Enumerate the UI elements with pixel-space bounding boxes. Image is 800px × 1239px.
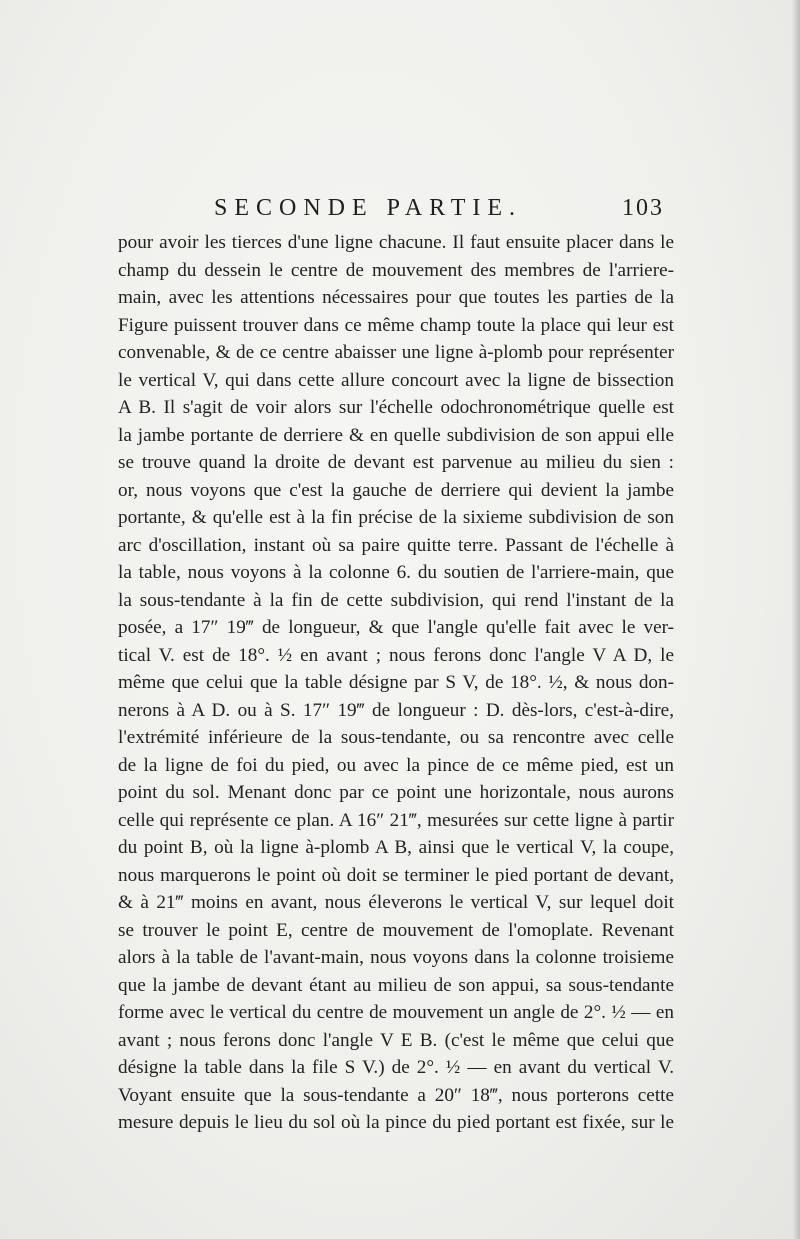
text-line: que la jambe de devant étant au milieu de son appui, sa sous-tendante <box>118 974 674 996</box>
text-line: l'extrémité inférieure de la sous-tendante, ou sa rencontre avec celle <box>118 727 674 748</box>
text-line: avant ; nous ferons donc l'angle V E B. (c'est le même que celui que <box>118 1029 674 1051</box>
text-line: champ du dessein le centre de mouvement des membres de l'arriere- <box>118 259 674 281</box>
text-line: se trouver le point E, centre de mouvement de l'omoplate. Revenant <box>118 919 674 941</box>
text-line: celle qui représente ce plan. A 16″ 21‴, mesurées sur cette ligne à partir <box>118 809 674 831</box>
text-line: alors à la table de l'avant-main, nous voyons dans la colonne troisieme <box>118 947 674 968</box>
text-line: du point B, où la ligne à-plomb A B, ainsi que le vertical V, la coupe, <box>118 837 674 858</box>
text-line: nous marquerons le point où doit se terminer le pied portant de devant, <box>118 864 674 886</box>
text-line: se trouve quand la droite de devant est parvenue au milieu du sien : <box>118 452 674 473</box>
page-number: 103 <box>622 195 664 221</box>
body-text <box>118 229 674 1137</box>
text-line: arc d'oscillation, instant où sa paire quitte terre. Passant de l'échelle à <box>118 534 674 556</box>
text-line: le vertical V, qui dans cette allure concourt avec la ligne de bissection <box>118 369 674 391</box>
text-line: point du sol. Menant donc par ce point une horizontale, nous aurons <box>118 782 674 803</box>
page-edge <box>792 0 800 1239</box>
text-line: nerons à A D. ou à S. 17″ 19‴ de longueur : D. dès-lors, c'est-à-dire, <box>118 699 674 721</box>
text-line: & à 21‴ moins en avant, nous éleverons le vertical V, sur lequel doit <box>118 892 674 913</box>
text-line: la sous-tendante à la fin de cette subdivision, qui rend l'instant de la <box>118 589 674 611</box>
text-line: désigne la table dans la file S V.) de 2°. ½ — en avant du vertical V. <box>118 1057 674 1078</box>
text-line: Voyant ensuite que la sous-tendante a 20″ 18‴, nous porterons cette <box>118 1084 674 1106</box>
page-header <box>214 193 664 223</box>
text-line: posée, a 17″ 19‴ de longueur, & que l'angle qu'elle fait avec le ver- <box>118 617 674 638</box>
text-line: A B. Il s'agit de voir alors sur l'échelle odochronométrique quelle est <box>118 397 674 418</box>
text-line: main, avec les attentions nécessaires pour que toutes les parties de la <box>118 287 674 308</box>
text-line: Figure puissent trouver dans ce même champ toute la place qui leur est <box>118 314 674 336</box>
text-line: même que celui que la table désigne par S V, de 18°. ½, & nous don- <box>118 672 674 693</box>
text-line: mesure depuis le lieu du sol où la pince du pied portant est fixée, sur le <box>118 1112 674 1133</box>
running-head: SECONDE PARTIE. <box>214 195 523 221</box>
text-line: la jambe portante de derriere & en quelle subdivision de son appui elle <box>118 424 674 446</box>
text-line: or, nous voyons que c'est la gauche de derriere qui devient la jambe <box>118 479 674 501</box>
text-line: de la ligne de foi du pied, ou avec la pince de ce même pied, est un <box>118 754 674 776</box>
text-line: portante, & qu'elle est à la fin précise de la sixieme subdivision de son <box>118 507 674 528</box>
text-line: pour avoir les tierces d'une ligne chacune. Il faut ensuite placer dans le <box>118 232 674 253</box>
text-line: la table, nous voyons à la colonne 6. du soutien de l'arriere-main, que <box>118 562 674 583</box>
text-line: forme avec le vertical du centre de mouvement un angle de 2°. ½ — en <box>118 1002 674 1023</box>
text-line: tical V. est de 18°. ½ en avant ; nous ferons donc l'angle V A D, le <box>118 644 674 666</box>
text-line: convenable, & de ce centre abaisser une ligne à-plomb pour représenter <box>118 342 674 363</box>
